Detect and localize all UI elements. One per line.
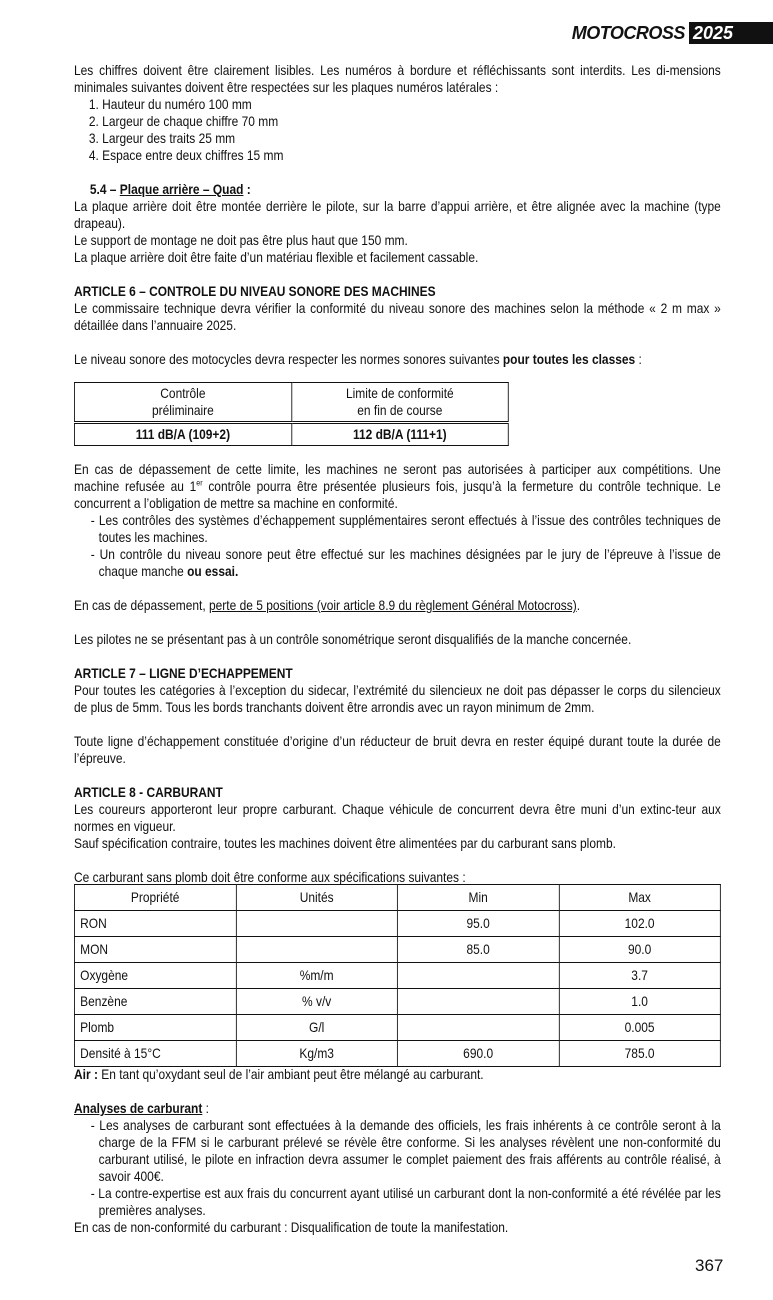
table-header-cell: Min [397,885,558,911]
table-header-row [74,885,720,911]
article-7-heading: ARTICLE 7 – LIGNE D’ECHAPPEMENT [74,666,293,681]
paragraph: Toute ligne d’échappement constituée d’origine d’un réducteur de bruit devra en rester équipé durant toute la durée de l’épreuve. [74,734,721,766]
table-cell [236,911,397,937]
table-cell: MON [74,937,235,963]
table-cell: % v/v [236,989,397,1015]
table-cell: 85.0 [397,937,558,963]
analyses-heading [74,1100,721,1117]
list-item: 3. Largeur des traits 25 mm [102,130,721,147]
text-run: : [635,352,642,367]
table-header-cell: Propriété [74,885,235,911]
header-line: préliminaire [151,403,214,418]
table-header-cell: Unités [236,885,397,911]
table-cell: 1.0 [559,989,720,1015]
sound-limit-table [74,382,509,446]
table-cell: 785.0 [559,1041,720,1067]
article-6-heading: ARTICLE 6 – CONTROLE DU NIVEAU SONORE DES MACHINES [74,284,436,299]
text-run: - Un contrôle du niveau sonore peut être effectué sur les machines désignées par le jury de l’épreuve à l’issue de chaque manche [90,547,721,579]
table-row [74,937,720,963]
intro-list [74,96,721,164]
table-header-cell [74,383,291,423]
text-bold: ou essai. [187,564,239,579]
text-bold-underlined: Analyses de carburant [74,1101,203,1116]
table-cell [236,937,397,963]
article-8-continued [74,1066,725,1236]
paragraph: Ce carburant sans plomb doit être conforme aux spécifications suivantes : [74,870,466,885]
header-line: Contrôle [160,386,206,401]
text-run: Le niveau sonore des motocycles devra respecter les normes sonores suivantes [74,352,503,367]
paragraph: Pour toutes les catégories à l’exception du sidecar, l’extrémité du silencieux ne doit pas dépasser le corps du silencieux de plus de 5mm. Tous les bords tranchants doivent être arrondis avec un rayon minimum de 2mm. [74,683,721,715]
section-title: Plaque arrière – Quad [119,182,244,197]
text-run: En cas de dépassement de cette limite, les machines ne seront pas autorisées à participer aux compétitions. Une machine refusée au 1 [74,462,721,494]
text-bold: Air : [74,1067,98,1082]
table-header-cell [291,383,508,423]
table-row [74,989,720,1015]
dash-item [85,546,721,580]
paragraph [74,1066,721,1083]
table-cell: G/l [236,1015,397,1041]
article-8-heading: ARTICLE 8 - CARBURANT [74,785,223,800]
content-column [74,461,721,886]
header-brand: MOTOCROSS [571,23,685,43]
text-run: . [576,598,581,613]
text-run: contrôle pourra être présentée plusieurs fois, jusqu’à la fermeture du contrôle technique. Le concurrent a l’obligation de mettre sa machine en conformité. [74,479,721,511]
table-cell: Kg/m3 [236,1041,397,1067]
section-number: 5.4 – [89,182,120,197]
table-cell: %m/m [236,963,397,989]
paragraph: Les pilotes ne se présentant pas à un contrôle sonométrique seront disqualifiés de la manche concernée. [74,632,632,647]
dash-item: - La contre-expertise est aux frais du concurrent ayant utilisé un carburant dont la non-conformité a été révélée par les premières analyses. [90,1186,721,1218]
table-row [74,1041,720,1067]
table-cell: 90.0 [559,937,720,963]
list-item: 4. Espace entre deux chiffres 15 mm [102,147,721,164]
paragraph: Les coureurs apporteront leur propre carburant. Chaque véhicule de concurrent devra être muni d’un extinc-teur aux normes en vigueur. [74,802,721,834]
page-number: 367 [695,1256,724,1275]
list-item: 2. Largeur de chaque chiffre 70 mm [102,113,721,130]
list-item: 1. Hauteur du numéro 100 mm [102,96,721,113]
text-underlined: perte de 5 positions (voir article 8.9 du règlement Général Motocross) [208,598,577,613]
superscript: er [196,478,203,488]
table-cell: 690.0 [397,1041,558,1067]
header-year: 2025 [689,22,773,44]
table-row [74,1015,720,1041]
text-bold: pour toutes les classes [502,352,636,367]
content-column [74,62,721,368]
table-cell: 3.7 [559,963,720,989]
page-body [74,62,725,368]
table-cell: 112 dB/A (111+1) [291,423,508,446]
table-cell: 111 dB/A (109+2) [74,423,291,446]
table-header-cell: Max [559,885,720,911]
intro-paragraph: Les chiffres doivent être clairement lisibles. Les numéros à bordure et réfléchissants sont interdits. Les di-mensions minimales suivantes doivent être respectées sur les plaques numéros latérales : [74,63,721,95]
paragraph [74,597,721,614]
paragraph: Le commissaire technique devra vérifier la conformité du niveau sonore des machines selon la méthode « 2 m max » détaillée dans l’annuaire 2025. [74,301,721,333]
content-column [74,1066,721,1236]
paragraph [74,461,721,512]
paragraph [74,351,721,368]
table-cell: 102.0 [559,911,720,937]
table-cell: Benzène [74,989,235,1015]
running-header [572,22,773,44]
paragraph: La plaque arrière doit être montée derrière le pilote, sur la barre d’appui arrière, et être alignée avec la machine (type drapeau). [74,199,721,231]
table-cell [397,989,558,1015]
table-cell: Oxygène [74,963,235,989]
text-run: : [202,1101,209,1116]
paragraph: Le support de montage ne doit pas être plus haut que 150 mm. [74,233,408,248]
fuel-spec-table [74,884,721,1067]
article-6-continued [74,461,725,886]
table-cell: 95.0 [397,911,558,937]
text-run: En cas de dépassement, [74,598,209,613]
header-line: en fin de course [357,403,443,418]
paragraph: La plaque arrière doit être faite d’un matériau flexible et facilement cassable. [74,250,479,265]
paragraph: Sauf spécification contraire, toutes les machines doivent être alimentées par du carburant sans plomb. [74,836,616,851]
dash-item: - Les contrôles des systèmes d’échappement supplémentaires seront effectués à l’issue des contrôles techniques de toutes les machines. [90,513,721,545]
table-cell: Densité à 15°C [74,1041,235,1067]
paragraph: En cas de non-conformité du carburant : Disqualification de toute la manifestation. [74,1220,509,1235]
table-cell: Plomb [74,1015,235,1041]
table-cell: 0.005 [559,1015,720,1041]
table-cell [397,1015,558,1041]
section-colon: : [243,182,251,197]
header-line: Limite de conformité [345,386,454,401]
table-row [74,911,720,937]
section-5-4-heading [74,181,721,198]
dash-item: - Les analyses de carburant sont effectuées à la demande des officiels, les frais inhérents à ce contrôle seront à la charge de la FFM si le carburant prélevé se révèle être conforme. Si les analyses révèlent une non-conformité du carburant utilisé, le pilote en infraction devra assumer le complet paiement des frais afférents au contrôle réalisé, à savoir 400€. [90,1118,721,1184]
table-cell: RON [74,911,235,937]
table-cell [397,963,558,989]
table-row [74,963,720,989]
text-run: En tant qu’oxydant seul de l’air ambiant peut être mélangé au carburant. [97,1067,484,1082]
